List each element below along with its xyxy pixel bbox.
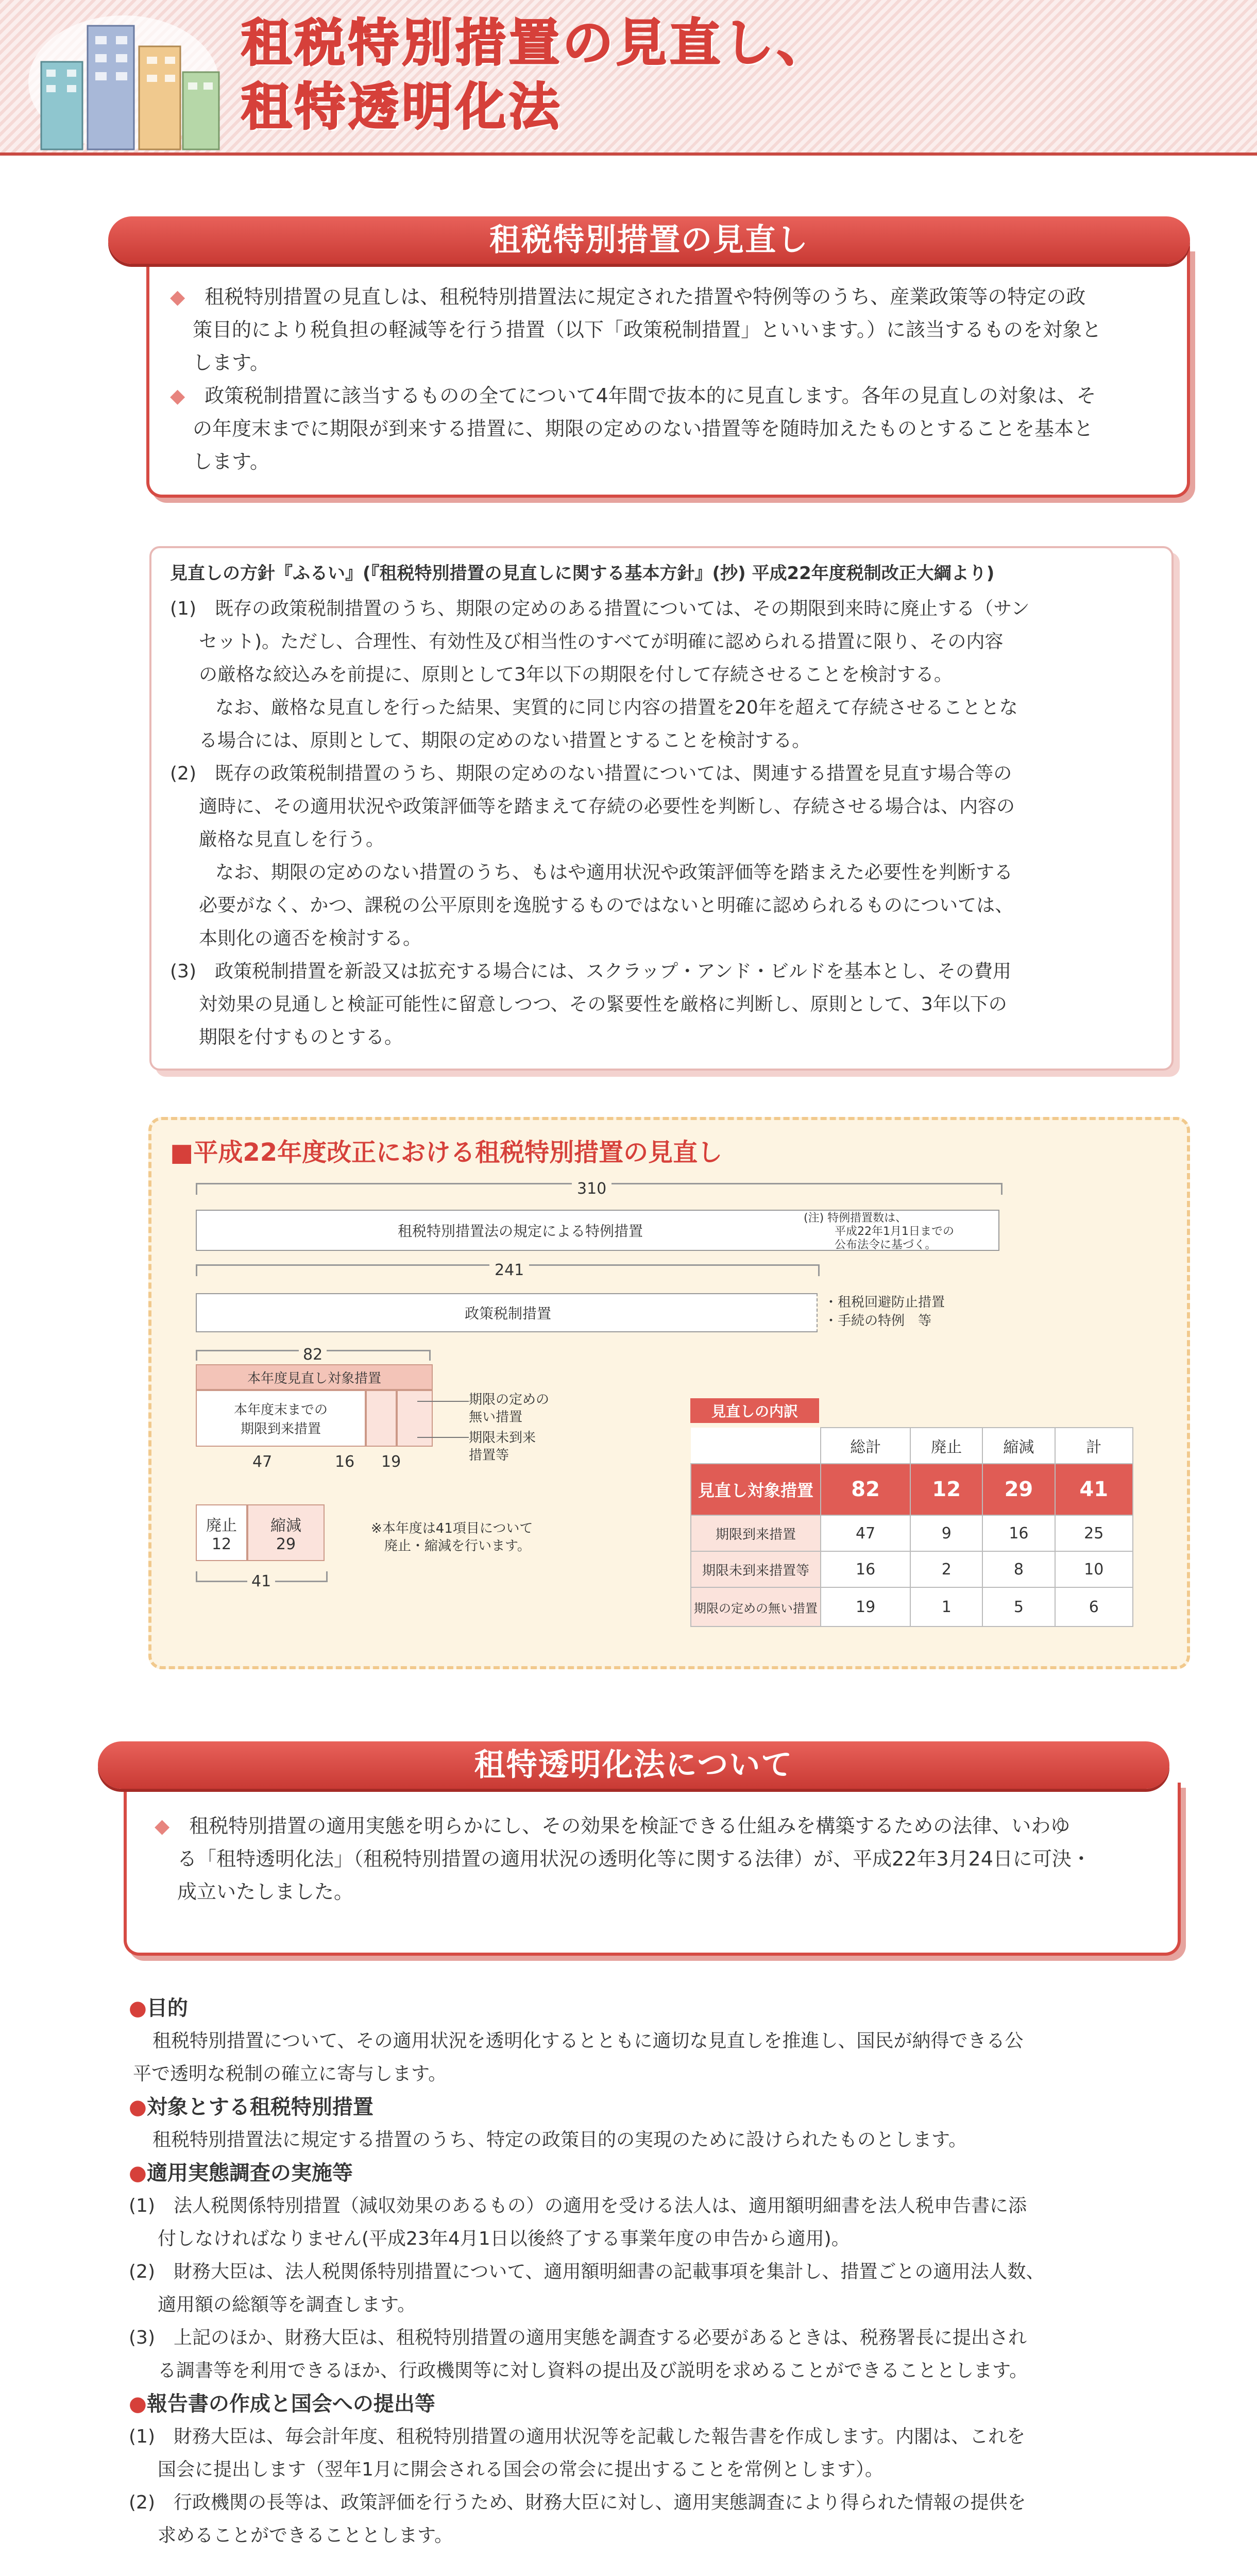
table-header-row — [691, 1428, 1133, 1464]
section2-banner: 租特透明化法について — [98, 1741, 1169, 1789]
count-47: 47 — [252, 1453, 273, 1471]
text-line: 本則化の適否を検討する。 — [199, 928, 422, 949]
text-line: (2) 既存の政策税制措置のうち、期限の定めのない措置については、関連する措置を見直す場合等の — [170, 763, 1012, 784]
note-1: (注) 特例措置数は、 平成22年1月1日までの 公布法令に基づく。 — [804, 1212, 954, 1251]
text-line: る調書等を利用できるほか、行政機関等に対し資料の提出及び説明を求めることができることとします。 — [158, 2360, 1028, 2381]
bullet-2: ◆ 政策税制措置に該当するものの全てについて4年間で抜本的に見直します。各年の見直しの対象は、そ の年度末までに期限が到来する措置に、期限の定めのない措置等を随時加えたものとすることを基本と します。 — [170, 384, 1096, 473]
count-310: 310 — [572, 1180, 611, 1198]
reform-title: ■平成22年度改正における租税特別措置の見直し — [170, 1138, 723, 1167]
purpose-heading: ●目的 — [129, 1996, 188, 2020]
count-16: 16 — [335, 1453, 355, 1471]
buildings-icon — [21, 10, 237, 154]
note-3: ※本年度は41項目について 廃止・縮減を行います。 — [371, 1521, 533, 1554]
guideline-text — [170, 592, 1169, 1054]
target-label: 本年度見直し対象措置 — [196, 1364, 433, 1390]
table-row: 見直し対象措置 82 12 29 41 — [691, 1464, 1133, 1515]
text-line: (3) 上記のほか、財務大臣は、租税特別措置の適用実態を調査する必要があるときは、税務署長に提出され — [129, 2327, 1027, 2348]
survey-list — [129, 2190, 1200, 2387]
section2-bullet: ◆ 租税特別措置の適用実態を明らかにし、その効果を検証できる仕組みを構築するための法律、いわゆ る「租特透明化法」（租税特別措置の適用状況の透明化等に関する法律）が、平成22年3月24日に可決・ 成立いたしました。 — [155, 1815, 1091, 1903]
text-line: セット)。ただし、合理性、有効性及び相当性のすべてが明確に認められる措置に限り、その内容 — [199, 631, 1004, 652]
abolish-box: 廃止 12 — [196, 1504, 247, 1561]
law-content: ●目的 租税特別措置について、その適用状況を透明化するとともに適切な見直しを推進し、国民が納得できる公 平で透明な税制の確立に寄与します。 ●対象とする租税特別措置 租税特別措置法に規定する措置のうち、特定の政策目的の実現のために設けられたものとします。 ●適用実態調査の実施等 (1) 法人税関係特別措置（減収効果のあるもの）の適用を受ける法人は、適用額明細書を法人税申告書に添 付しなければなりません(平成23年4月1日以後終了する事業年度の申告から適用)。 (2) 財務大臣は、法人税関係特別措置について、適用額明細書の記載事項を集計し、措置ごとの適用法人数、 適用額の総額等を調査します。 (3) 上記のほか、財務大臣は、租税特別措置の適用実態を調査する必要があるときは、税務署長に提出され る調書等を利用できるほか、行政機関等に対し資料の提出及び説明を求めることができることとします。 ●報告書の作成と国会への提出等 (1) 財務大臣は、毎会計年度、租税特別措置の適用状況等を記載した報告書を作成します。内閣は、これを 国会に提出します（翌年1月に開会される国会の常会に提出することを常例とします）。 (2) 行政機関の長等は、政策評価を行うため、財務大臣に対し、適用実態調査により得られた情報の提供を 求めることができることとします。 — [129, 1992, 1200, 2552]
survey-heading: ●適用実態調査の実施等 — [129, 2161, 353, 2185]
guideline-title: 見直しの方針『ふるい』(『租税特別措置の見直しに関する基本方針』(抄) 平成22年度税制改正大綱より) — [170, 563, 995, 584]
text-line: (3) 政策税制措置を新設又は拡充する場合には、スクラップ・アンド・ビルドを基本とし、その費用 — [170, 961, 1011, 982]
count-19: 19 — [381, 1453, 401, 1471]
unexpired-label: 期限未到来 措置等 — [469, 1430, 536, 1463]
text-line: 付しなければなりません(平成23年4月1日以後終了する事業年度の申告から適用)。 — [158, 2228, 850, 2249]
text-line: の厳格な絞込みを前提に、原則として3年以下の期限を付して存続させることを検討する。 — [199, 664, 953, 685]
text-line: なお、期限の定めのない措置のうち、もはや適用状況や政策評価等を踏まえた必要性を判断する — [215, 862, 1013, 883]
count-241: 241 — [489, 1261, 529, 1279]
bullet-1: ◆ 租税特別措置の見直しは、租税特別措置法に規定された措置や特例等のうち、産業政策等の特定の政 策目的により税負担の軽減等を行う措置（以下「政策税制措置」といいます。）に該当するものを対象と します。 — [170, 285, 1101, 374]
text-line: 国会に提出します（翌年1月に開会される国会の常会に提出することを常例とします）。 — [158, 2459, 884, 2480]
count-41: 41 — [247, 1572, 275, 1590]
no-deadline-label: 期限の定めの 無い措置 — [469, 1392, 550, 1425]
note-2: ・租税回避防止措置 ・手続の特例 等 — [824, 1295, 945, 1329]
text-line: なお、厳格な見直しを行った結果、実質的に同じ内容の措置を20年を超えて存続させることとな — [215, 697, 1018, 718]
text-line: 適用額の総額等を調査します。 — [158, 2294, 416, 2315]
table-row: 期限の定めの無い措置 19 1 5 6 — [691, 1587, 1133, 1626]
text-line: る場合には、原則として、期限の定めのない措置とすることを検討する。 — [199, 730, 811, 751]
section1-banner: 租税特別措置の見直し — [108, 216, 1190, 264]
table-row: 期限未到来措置等 16 2 8 10 — [691, 1551, 1133, 1587]
text-line: 対効果の見通しと検証可能性に留意しつつ、その緊要性を厳格に判断し、原則として、3年以下の — [199, 994, 1007, 1015]
bar-policy-measures: 政策税制措置 — [196, 1293, 999, 1332]
detail-table — [690, 1427, 1133, 1627]
text-line: (2) 財務大臣は、法人税関係特別措置について、適用額明細書の記載事項を集計し、措置ごとの適用法人数、 — [129, 2261, 1045, 2282]
diamond-icon: ◆ — [155, 1815, 170, 1837]
text-line: 求めることができることとします。 — [158, 2525, 453, 2546]
text-line: (2) 行政機関の長等は、政策評価を行うため、財務大臣に対し、適用実態調査により得られた情報の提供を — [129, 2492, 1026, 2513]
expiring-box: 本年度末までの 期限到来措置 — [196, 1390, 366, 1447]
text-line: 期限を付すものとする。 — [199, 1027, 403, 1048]
section1-bullets — [170, 280, 1175, 478]
detail-title: 見直しの内訳 — [690, 1398, 819, 1423]
table-header: 廃止 — [910, 1428, 982, 1464]
table-header: 総計 — [821, 1428, 910, 1464]
page-title-line1: 租税特別措置の見直し、 — [241, 14, 831, 73]
text-line: (1) 既存の政策税制措置のうち、期限の定めのある措置については、その期限到来時に廃止する（サン — [170, 598, 1030, 619]
table-row: 期限到来措置 47 9 16 25 — [691, 1515, 1133, 1551]
bar-special-measures: 租税特別措置法の規定による特例措置 — [196, 1210, 999, 1251]
diamond-icon: ◆ — [170, 285, 185, 308]
text-line: 必要がなく、かつ、課税の公平原則を逸脱するものではないと明確に認められるものについては、 — [199, 895, 1014, 916]
report-heading: ●報告書の作成と国会への提出等 — [129, 2392, 435, 2416]
diamond-icon: ◆ — [170, 384, 185, 407]
text-line: 適時に、その適用状況や政策評価等を踏まえて存続の必要性を判断し、存続させる場合は、内容の — [199, 796, 1015, 817]
page-title — [241, 11, 830, 139]
count-82: 82 — [299, 1346, 327, 1364]
table-header: 計 — [1055, 1428, 1133, 1464]
target-heading: ●対象とする租税特別措置 — [129, 2095, 373, 2119]
report-list — [129, 2420, 1200, 2552]
reduce-box: 縮減 29 — [247, 1504, 325, 1561]
text-line: (1) 財務大臣は、毎会計年度、租税特別措置の適用状況等を記載した報告書を作成します。内閣は、これを — [129, 2426, 1026, 2447]
text-line: 厳格な見直しを行う。 — [199, 829, 385, 850]
text-line: (1) 法人税関係特別措置（減収効果のあるもの）の適用を受ける法人は、適用額明細書を法人税申告書に添 — [129, 2195, 1027, 2216]
page-title-line2: 租特透明化法 — [241, 78, 563, 137]
table-header: 縮減 — [982, 1428, 1055, 1464]
